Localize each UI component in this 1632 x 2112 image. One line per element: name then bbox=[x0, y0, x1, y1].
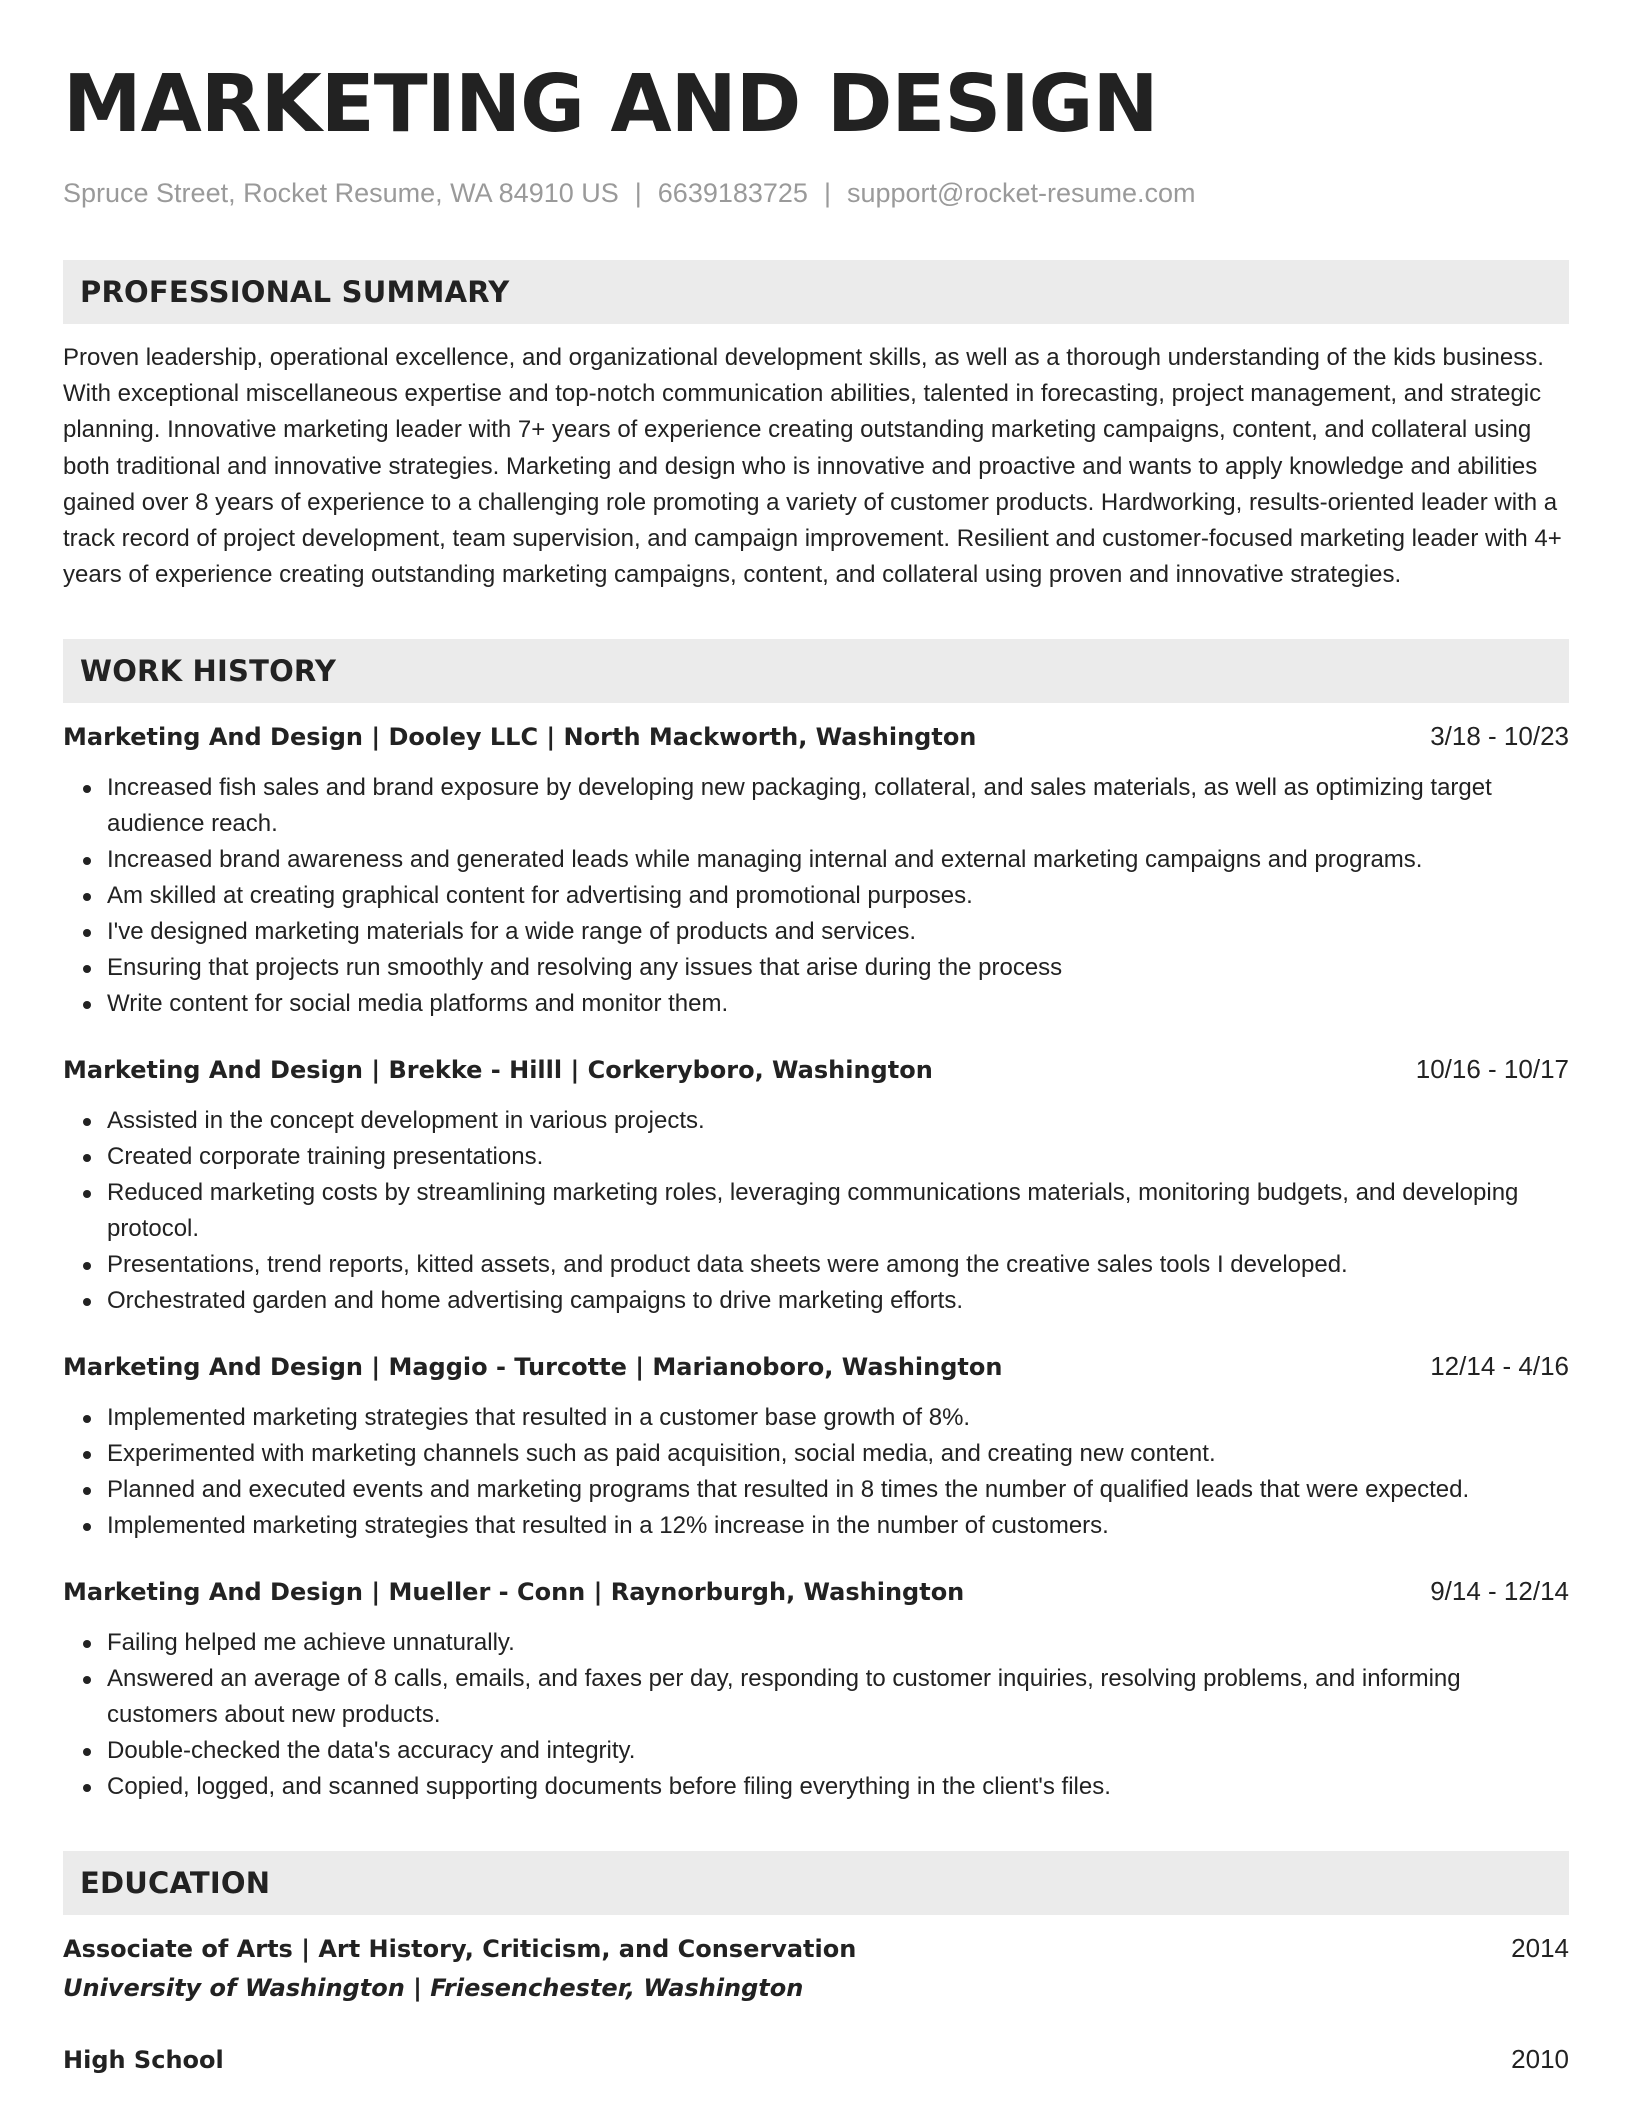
job-dates: 9/14 - 12/14 bbox=[1430, 1576, 1569, 1607]
section-header-education: EDUCATION bbox=[63, 1851, 1569, 1915]
education-entry bbox=[63, 1931, 1569, 2006]
job-dates: 12/14 - 4/16 bbox=[1430, 1351, 1569, 1382]
job-bullet: Orchestrated garden and home advertising campaigns to drive marketing efforts. bbox=[107, 1283, 1569, 1319]
job-entry bbox=[63, 1052, 1569, 1319]
job-bullets bbox=[63, 1400, 1569, 1544]
contact-email: support@rocket-resume.com bbox=[846, 178, 1196, 208]
job-title: Marketing And Design | Dooley LLC | North Mackworth, Washington bbox=[63, 723, 977, 752]
job-bullet: Write content for social media platforms and monitor them. bbox=[107, 986, 1569, 1022]
job-bullet: Double-checked the data's accuracy and integrity. bbox=[107, 1733, 1569, 1769]
job-entry bbox=[63, 1574, 1569, 1805]
job-entry bbox=[63, 1349, 1569, 1544]
education-year: 2010 bbox=[1511, 2044, 1569, 2075]
job-dates: 10/16 - 10/17 bbox=[1415, 1054, 1569, 1085]
contact-phone: 6639183725 bbox=[657, 178, 808, 208]
job-bullet: Reduced marketing costs by streamlining marketing roles, leveraging communications materials, monitoring budgets, and developing protocol. bbox=[107, 1175, 1569, 1247]
work-history-list bbox=[63, 719, 1569, 1805]
education-year: 2014 bbox=[1511, 1933, 1569, 1964]
education-header bbox=[63, 2042, 1569, 2077]
contact-separator: | bbox=[634, 178, 642, 208]
contact-line bbox=[63, 176, 1569, 210]
job-bullets bbox=[63, 1625, 1569, 1805]
job-title: Marketing And Design | Maggio - Turcotte | Marianoboro, Washington bbox=[63, 1353, 1003, 1382]
job-bullet: Implemented marketing strategies that resulted in a 12% increase in the number of customers. bbox=[107, 1508, 1569, 1544]
job-bullet: Assisted in the concept development in various projects. bbox=[107, 1103, 1569, 1139]
job-header bbox=[63, 1574, 1569, 1609]
job-bullet: Ensuring that projects run smoothly and resolving any issues that arise during the process bbox=[107, 950, 1569, 986]
job-bullet: I've designed marketing materials for a wide range of products and services. bbox=[107, 914, 1569, 950]
job-bullet: Experimented with marketing channels such as paid acquisition, social media, and creating new content. bbox=[107, 1436, 1569, 1472]
job-title: Marketing And Design | Brekke - Hilll | Corkeryboro, Washington bbox=[63, 1056, 933, 1085]
job-bullet: Created corporate training presentations. bbox=[107, 1139, 1569, 1175]
education-degree: Associate of Arts | Art History, Criticism, and Conservation bbox=[63, 1935, 857, 1964]
job-bullet: Increased fish sales and brand exposure by developing new packaging, collateral, and sales materials, as well as optimizing target audience reach. bbox=[107, 770, 1569, 842]
job-bullet: Failing helped me achieve unnaturally. bbox=[107, 1625, 1569, 1661]
candidate-name: MARKETING AND DESIGN bbox=[63, 58, 1158, 150]
section-header-work-history: WORK HISTORY bbox=[63, 639, 1569, 703]
job-header bbox=[63, 719, 1569, 754]
summary-text: Proven leadership, operational excellence, and organizational development skills, as well as a thorough understanding of the kids business. With exceptional miscellaneous expertise and top-notch communication abilities, talented in forecasting, project management, and strategic planning. Innovative marketing leader with 7+ years of experience creating outstanding marketing campaigns, content, and collateral using both traditional and innovative strategies. Marketing and design who is innovative and proactive and wants to apply knowledge and abilities gained over 8 years of experience to a challenging role promoting a variety of customer products. Hardworking, results-oriented leader with a track record of project development, team supervision, and campaign improvement. Resilient and customer-focused marketing leader with 4+ years of experience creating outstanding marketing campaigns, content, and collateral using proven and innovative strategies. bbox=[63, 344, 1562, 589]
job-bullet: Answered an average of 8 calls, emails, and faxes per day, responding to customer inquiries, resolving problems, and informing customers about new products. bbox=[107, 1661, 1569, 1733]
job-title: Marketing And Design | Mueller - Conn | Raynorburgh, Washington bbox=[63, 1578, 965, 1607]
contact-address: Spruce Street, Rocket Resume, WA 84910 US bbox=[63, 178, 619, 208]
job-bullet: Am skilled at creating graphical content for advertising and promotional purposes. bbox=[107, 878, 1569, 914]
education-header bbox=[63, 1931, 1569, 1966]
job-entry bbox=[63, 719, 1569, 1022]
job-bullet: Increased brand awareness and generated leads while managing internal and external marketing campaigns and programs. bbox=[107, 842, 1569, 878]
job-bullet: Implemented marketing strategies that resulted in a customer base growth of 8%. bbox=[107, 1400, 1569, 1436]
education-school: University of Washington | Friesenchester, Washington bbox=[63, 1974, 804, 2003]
job-header bbox=[63, 1052, 1569, 1087]
job-header bbox=[63, 1349, 1569, 1384]
section-header-summary: PROFESSIONAL SUMMARY bbox=[63, 260, 1569, 324]
education-degree: High School bbox=[63, 2046, 224, 2075]
job-bullets bbox=[63, 1103, 1569, 1319]
education-entry bbox=[63, 2042, 1569, 2077]
job-dates: 3/18 - 10/23 bbox=[1430, 721, 1569, 752]
job-bullets bbox=[63, 770, 1569, 1022]
job-bullet: Copied, logged, and scanned supporting documents before filing everything in the client's files. bbox=[107, 1769, 1569, 1805]
job-bullet: Planned and executed events and marketing programs that resulted in 8 times the number of qualified leads that were expected. bbox=[107, 1472, 1569, 1508]
job-bullet: Presentations, trend reports, kitted assets, and product data sheets were among the creative sales tools I developed. bbox=[107, 1247, 1569, 1283]
contact-separator: | bbox=[823, 178, 831, 208]
